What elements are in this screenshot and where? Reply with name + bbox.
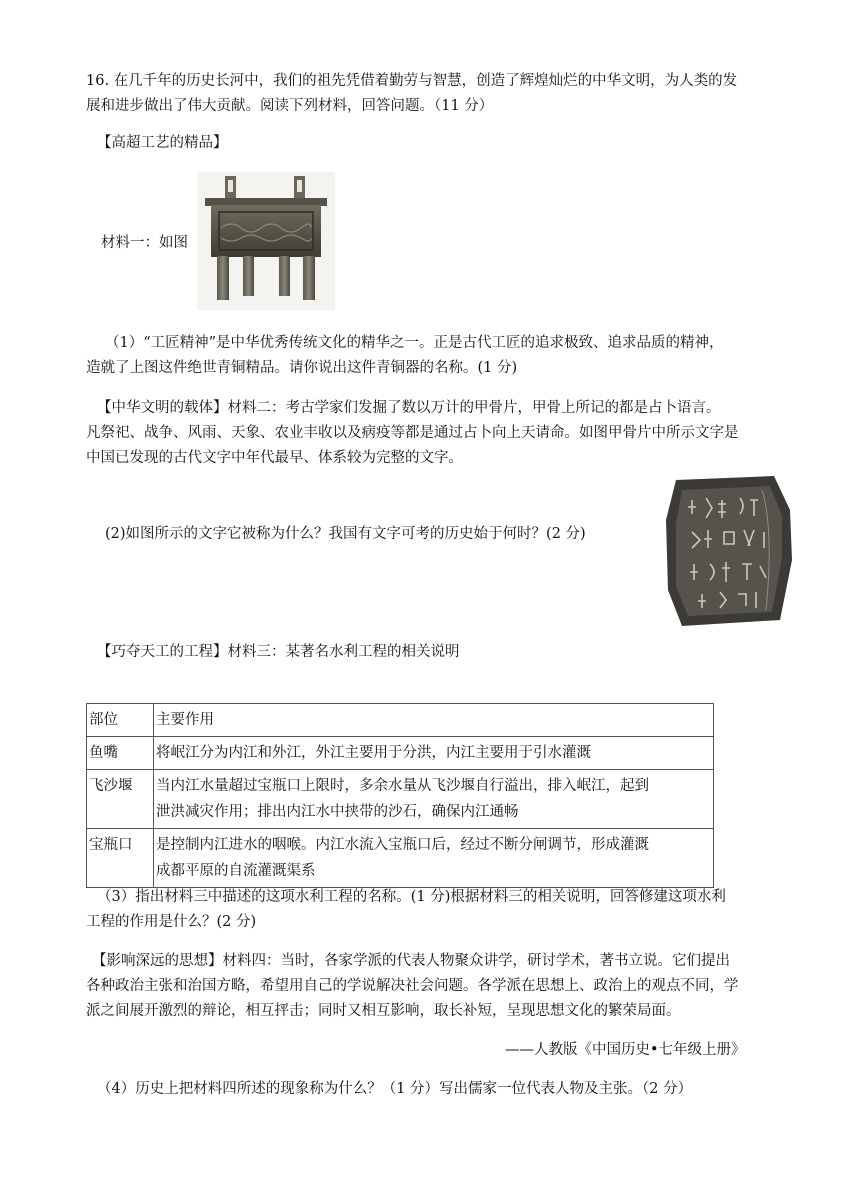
table-cell-line: 是控制内江进水的咽喉。内江水流入宝瓶口后，经过不断分闸调节，形成灌溉 bbox=[156, 837, 649, 853]
section-heading-engineering: 【巧夺天工的工程】材料三：某著名水利工程的相关说明 bbox=[97, 644, 460, 660]
table-cell-part: 飞沙堰 bbox=[87, 770, 154, 829]
material-four-line-3: 派之间展开激烈的辩论，相互抨击；同时又相互影响，取长补短，呈现思想文化的繁荣局面。 bbox=[86, 1003, 681, 1019]
table-cell-function bbox=[154, 770, 714, 829]
material-four-line-1: 【影响深远的思想】材料四：当时，各家学派的代表人物聚众讲学，研讨学术，著书立说。它们提出 bbox=[92, 953, 730, 969]
q1-line-2: 造就了上图这件绝世青铜精品。请你说出这件青铜器的名称。(1 分) bbox=[86, 360, 518, 376]
bronze-ding-image bbox=[197, 172, 335, 310]
table-row bbox=[87, 829, 714, 888]
q1-line-1: （1）“工匠精神”是中华优秀传统文化的精华之一。正是古代工匠的追求极致、追求品质的精神， bbox=[105, 335, 724, 351]
question-stem-line-1: 16. 在几千年的历史长河中，我们的祖先凭借着勤劳与智慧，创造了辉煌灿烂的中华文明，为人类的发 bbox=[86, 73, 738, 89]
oracle-bone-illustration bbox=[662, 470, 798, 628]
oracle-bone-image bbox=[662, 470, 798, 628]
table-header-part: 部位 bbox=[87, 704, 154, 737]
material-two-line-3: 中国已发现的古代文字中年代最早、体系较为完整的文字。 bbox=[86, 450, 463, 466]
q3-line-1: （3）指出材料三中描述的这项水利工程的名称。(1 分)根据材料三的相关说明，回答修建这项水利 bbox=[97, 889, 726, 905]
table-cell-line: 泄洪减灾作用；排出内江水中挟带的沙石，确保内江通畅 bbox=[156, 804, 519, 820]
table-row bbox=[87, 770, 714, 829]
bronze-ding-illustration bbox=[197, 172, 335, 310]
table-header-row bbox=[87, 704, 714, 737]
question-stem-line-2: 展和进步做出了伟大贡献。阅读下列材料，回答问题。（11 分） bbox=[86, 98, 494, 114]
table-cell-line: 将岷江分为内江和外江，外江主要用于分洪，内江主要用于引水灌溉 bbox=[156, 745, 591, 761]
q4-text: （4）历史上把材料四所述的现象称为什么？（1 分）写出儒家一位代表人物及主张。（2 分） bbox=[97, 1081, 693, 1097]
table-cell-line: 当内江水量超过宝瓶口上限时，多余水量从飞沙堰自行溢出，排入岷江，起到 bbox=[156, 778, 649, 794]
material-two-line-1: 【中华文明的载体】材料二：考古学家们发掘了数以万计的甲骨片，甲骨上所记的都是占卜语言。 bbox=[97, 400, 721, 416]
material-four-line-2: 各种政治主张和治国方略，希望用自己的学说解决社会问题。各学派在思想上、政治上的观点不同，学 bbox=[86, 978, 739, 994]
table-cell-part: 鱼嘴 bbox=[87, 737, 154, 770]
table-cell-line: 成都平原的自流灌溉渠系 bbox=[156, 863, 316, 879]
irrigation-table bbox=[86, 703, 714, 888]
section-heading-crafts: 【高超工艺的精品】 bbox=[97, 135, 228, 151]
material-four-source: ——人教版《中国历史•七年级上册》 bbox=[505, 1042, 746, 1058]
table-header-function: 主要作用 bbox=[154, 704, 714, 737]
table-cell-function bbox=[154, 829, 714, 888]
material-one-label: 材料一：如图 bbox=[101, 235, 188, 251]
q2-text: (2)如图所示的文字它被称为什么？我国有文字可考的历史始于何时？(2 分) bbox=[105, 526, 586, 542]
material-two-line-2: 凡祭祀、战争、风雨、天象、农业丰收以及病疫等都是通过占卜向上天请命。如图甲骨片中所示文字是 bbox=[86, 425, 739, 441]
table-row bbox=[87, 737, 714, 770]
table-cell-function bbox=[154, 737, 714, 770]
q3-line-2: 工程的作用是什么？(2 分) bbox=[86, 914, 257, 930]
table-cell-part: 宝瓶口 bbox=[87, 829, 154, 888]
